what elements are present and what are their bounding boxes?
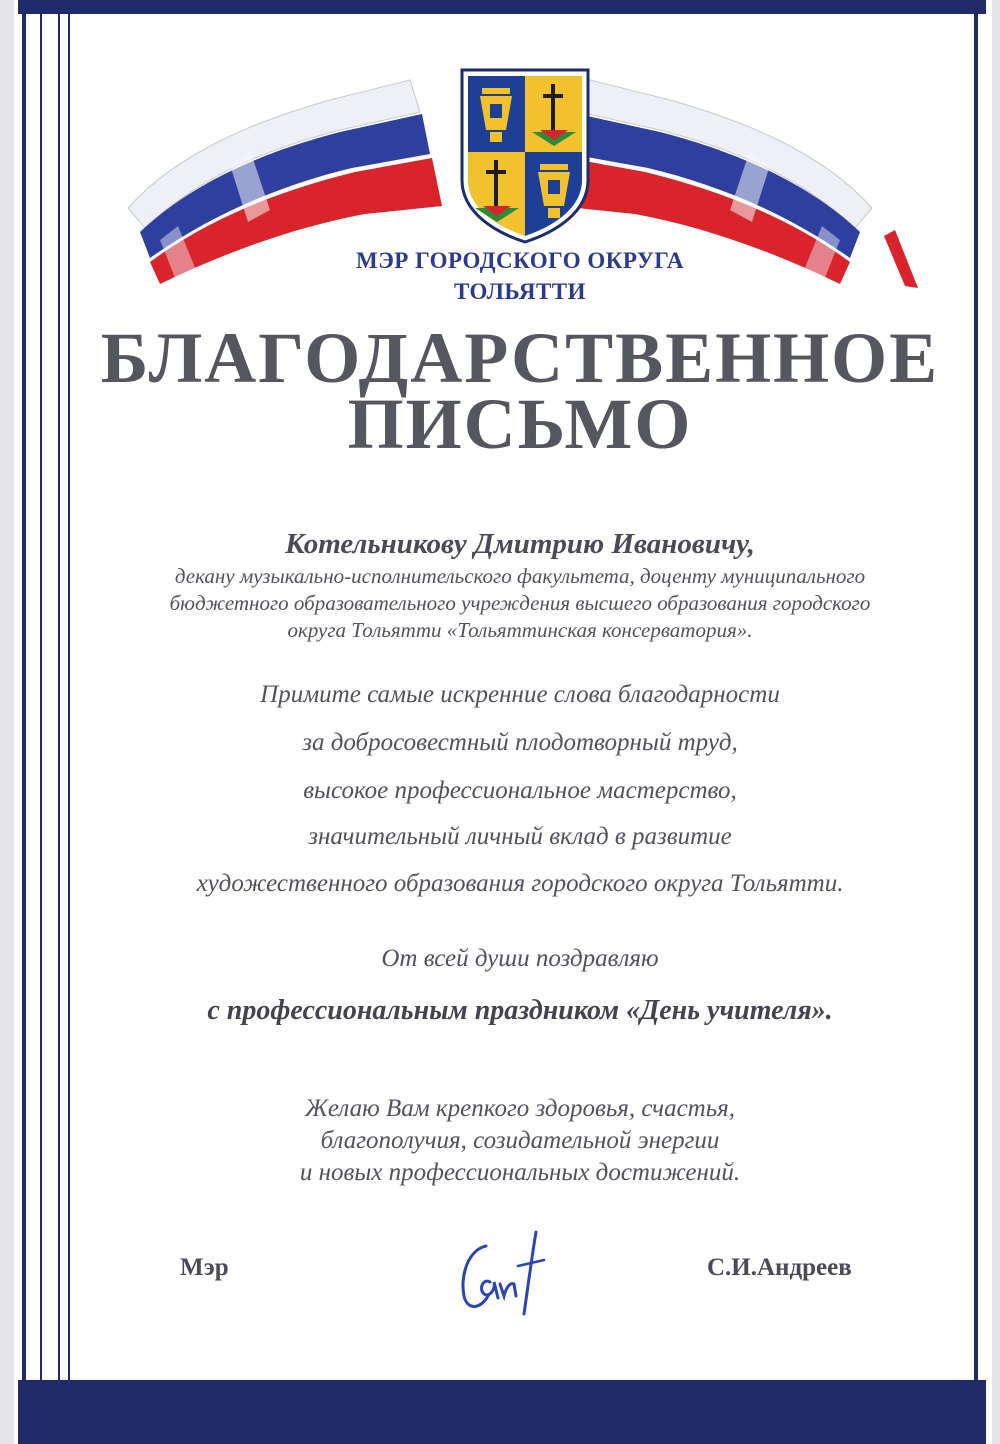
gratitude-line: высокое профессиональное мастерство, — [303, 777, 737, 804]
document-title-line1: БЛАГОДАРСТВЕННОЕ — [100, 318, 940, 398]
gratitude-line: Примите самые искренние слова благодарности — [260, 681, 780, 708]
recipient-name: Котельникову Дмитрию Ивановичу, — [285, 528, 755, 560]
gratitude-line: художественного образования городского округа Тольятти. — [196, 870, 844, 897]
wishes-line: благополучия, созидательной энергии — [320, 1127, 720, 1154]
wishes-line: Желаю Вам крепкого здоровья, счастья, — [305, 1095, 735, 1122]
coat-of-arms-emblem — [462, 70, 588, 242]
handwritten-signature — [440, 1226, 560, 1326]
mayor-header-line1: МЭР ГОРОДСКОГО ОКРУГА — [355, 248, 684, 273]
frame-bottom-bar — [18, 1380, 986, 1444]
signatory-name: С.И.Андреев — [707, 1254, 852, 1281]
gratitude-line: за добросовестный плодотворный труд, — [302, 729, 738, 756]
recipient-position-line: бюджетного образовательного учреждения высшего образования городского — [169, 591, 871, 615]
wishes-line: и новых профессиональных достижений. — [299, 1159, 741, 1186]
gratitude-line: значительный личный вклад в развитие — [308, 823, 732, 850]
recipient-position-line: декану музыкально-исполнительского факультета, доценту муниципального — [174, 564, 866, 588]
mayor-header-line2: ТОЛЬЯТТИ — [453, 279, 587, 304]
congrats-line: От всей души поздравляю — [381, 945, 659, 972]
signatory-role: Мэр — [180, 1254, 229, 1281]
document-title-line2: ПИСЬМО — [347, 384, 693, 464]
recipient-position-line: округа Тольятти «Тольяттинская консерватория». — [287, 618, 753, 642]
holiday-greeting: с профессиональным праздником «День учителя». — [207, 995, 833, 1026]
